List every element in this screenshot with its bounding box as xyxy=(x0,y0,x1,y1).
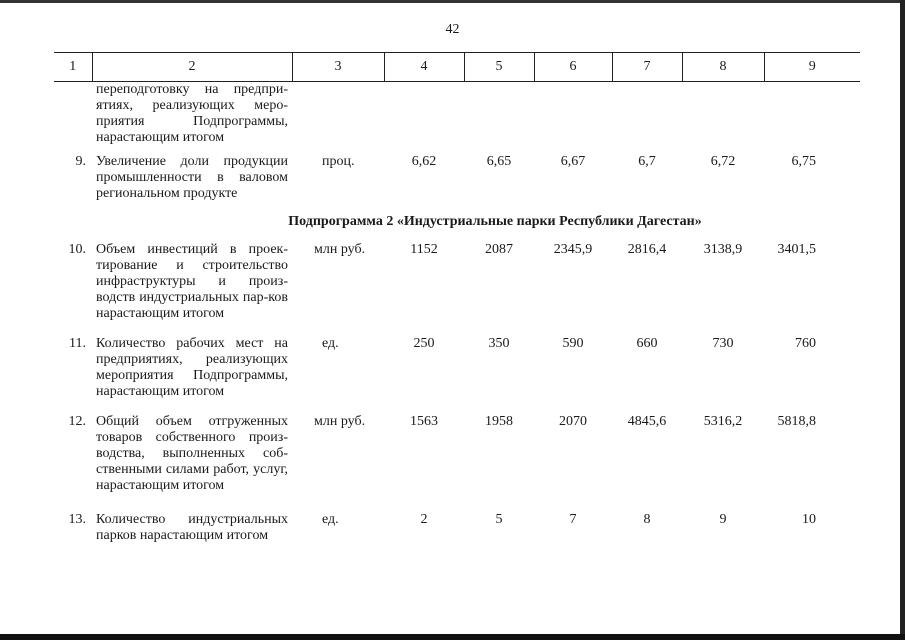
value-col-4: 6,62 xyxy=(411,153,437,169)
value-col-4: 2 xyxy=(420,511,428,527)
header-col-3: 3 xyxy=(292,53,384,82)
value-col-8: 5316,2 xyxy=(703,413,743,429)
page-number: 42 xyxy=(445,22,460,37)
row-number xyxy=(54,82,92,154)
table-row xyxy=(54,414,860,512)
scan-top-edge xyxy=(0,0,905,3)
unit: млн руб. xyxy=(314,241,366,257)
unit: проц. xyxy=(322,153,355,169)
header-col-5: 5 xyxy=(464,53,534,82)
unit xyxy=(292,82,384,154)
value-col-7: 6,7 xyxy=(638,153,656,169)
row-number: 9. xyxy=(75,153,86,169)
unit: ед. xyxy=(322,335,339,351)
value-col-7: 660 xyxy=(636,335,658,351)
value-col-6: 7 xyxy=(569,511,577,527)
table-row xyxy=(54,82,860,154)
header-col-7: 7 xyxy=(612,53,682,82)
value-col-7 xyxy=(612,82,682,154)
value-col-7: 2816,4 xyxy=(627,241,667,257)
value-col-5: 6,65 xyxy=(486,153,512,169)
value-col-4 xyxy=(384,82,464,154)
indicator-name: Увеличение доли продукции промышленности в валовом региональном продукте xyxy=(96,153,288,201)
section-row xyxy=(54,214,860,242)
table-row xyxy=(54,512,860,552)
scan-right-edge xyxy=(900,0,905,640)
indicator-name: Количество рабочих мест на предприятиях, реализующих мероприятия Подпрограммы, нарастающим итогом xyxy=(96,335,288,399)
value-col-7: 8 xyxy=(643,511,651,527)
indicator-name: Количество индустриальных парков нарастающим итогом xyxy=(96,511,288,543)
row-number: 13. xyxy=(68,511,86,527)
value-col-9 xyxy=(764,82,860,154)
value-col-5: 1958 xyxy=(485,413,513,429)
value-col-8: 9 xyxy=(719,511,727,527)
header-col-1: 1 xyxy=(54,53,92,82)
scan-bottom-edge xyxy=(0,634,905,640)
value-col-8: 6,72 xyxy=(710,153,736,169)
value-col-9: 6,75 xyxy=(791,153,816,169)
value-col-8 xyxy=(682,82,764,154)
value-col-5: 2087 xyxy=(485,241,513,257)
row-number: 11. xyxy=(69,335,86,351)
value-col-6: 2070 xyxy=(559,413,587,429)
value-col-5 xyxy=(464,82,534,154)
value-col-6: 2345,9 xyxy=(553,241,593,257)
value-col-9: 3401,5 xyxy=(777,241,816,257)
column-number-header xyxy=(54,53,860,82)
value-col-9: 10 xyxy=(802,511,816,527)
unit: млн руб. xyxy=(314,413,366,429)
value-col-9: 5818,8 xyxy=(777,413,816,429)
value-col-4: 250 xyxy=(413,335,435,351)
value-col-9: 760 xyxy=(795,335,816,351)
indicator-name: переподготовку на предпри-ятиях, реализующих меро-приятия Подпрограммы, нарастающим итогом xyxy=(96,82,288,145)
indicators-table xyxy=(54,52,860,552)
value-col-4: 1152 xyxy=(410,241,438,257)
value-col-7: 4845,6 xyxy=(627,413,667,429)
value-col-8: 3138,9 xyxy=(703,241,743,257)
header-col-4: 4 xyxy=(384,53,464,82)
value-col-6 xyxy=(534,82,612,154)
table-row xyxy=(54,242,860,336)
value-col-5: 350 xyxy=(488,335,510,351)
table-row xyxy=(54,154,860,214)
header-col-6: 6 xyxy=(534,53,612,82)
indicator-name: Объем инвестиций в проек-тирование и строительство инфраструктуры и произ-водств индустриальных пар-ков нарастающим итогом xyxy=(96,241,288,321)
header-col-8: 8 xyxy=(682,53,764,82)
header-col-9: 9 xyxy=(764,53,860,82)
section-title: Подпрограмма 2 «Индустриальные парки Республики Дагестан» xyxy=(288,213,702,229)
row-number: 12. xyxy=(68,413,86,429)
value-col-6: 590 xyxy=(562,335,584,351)
value-col-5: 5 xyxy=(495,511,503,527)
row-number: 10. xyxy=(68,241,86,257)
header-col-2: 2 xyxy=(92,53,292,82)
value-col-8: 730 xyxy=(712,335,734,351)
unit: ед. xyxy=(322,511,339,527)
table-row xyxy=(54,336,860,414)
indicator-name: Общий объем отгруженных товаров собственного произ-водства, выполненных соб-ственными силами работ, услуг, нарастающим итогом xyxy=(96,413,288,493)
value-col-6: 6,67 xyxy=(560,153,586,169)
value-col-4: 1563 xyxy=(410,413,438,429)
